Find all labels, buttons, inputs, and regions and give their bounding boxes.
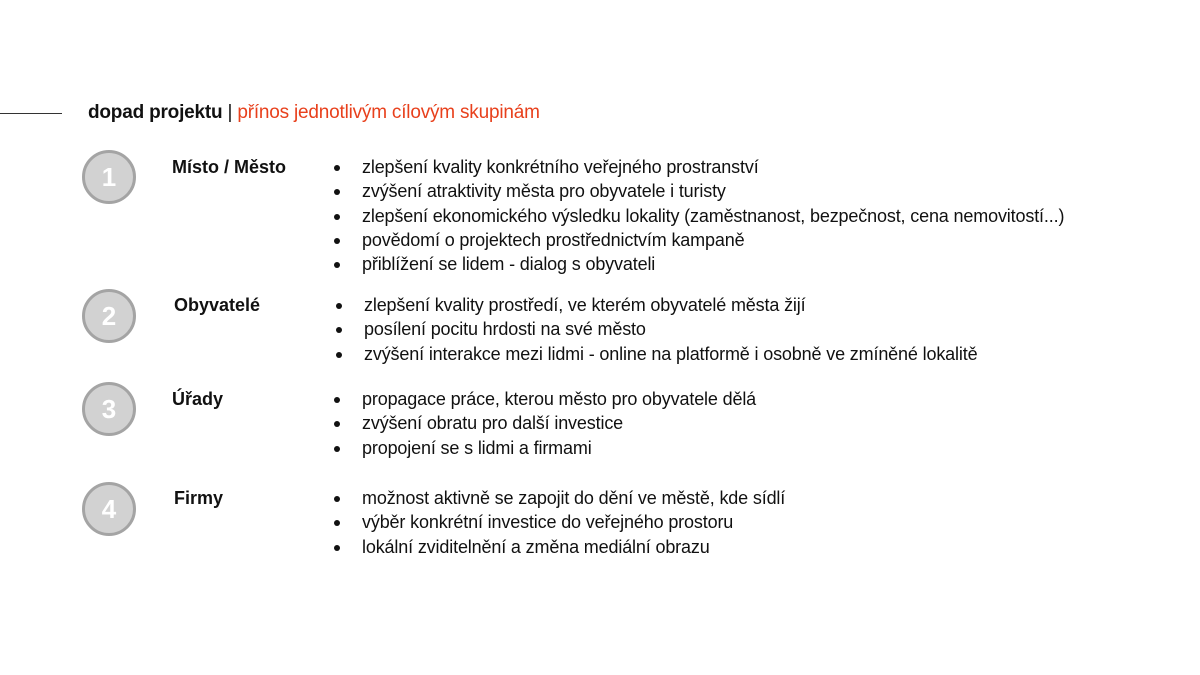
- page-heading: [88, 101, 540, 125]
- list-item: zlepšení kvality konkrétního veřejného prostranství: [333, 155, 1064, 179]
- list-item: zvýšení interakce mezi lidmi - online na platformě i osobně ve zmíněné lokalitě: [335, 342, 977, 366]
- list-item: propagace práce, kterou město pro obyvatele dělá: [333, 387, 756, 411]
- heading-separator: |: [222, 102, 238, 123]
- heading-rule: [0, 113, 62, 114]
- group-list-urady: [333, 387, 756, 460]
- group-list-misto-mesto: [333, 155, 1064, 276]
- group-number-badge: 2: [82, 289, 136, 343]
- list-item: zlepšení kvality prostředí, ve kterém obyvatelé města žijí: [335, 293, 977, 317]
- group-title-urady: Úřady: [172, 389, 224, 409]
- list-item: zlepšení ekonomického výsledku lokality (zaměstnanost, bezpečnost, cena nemovitostí...): [333, 204, 1064, 228]
- list-item: zvýšení obratu pro další investice: [333, 411, 756, 435]
- group-list-obyvatele: [335, 293, 977, 366]
- group-list-firmy: [333, 486, 785, 559]
- list-item: povědomí o projektech prostřednictvím kampaně: [333, 228, 1064, 252]
- list-item: zvýšení atraktivity města pro obyvatele i turisty: [333, 179, 1064, 203]
- list-item: výběr konkrétní investice do veřejného prostoru: [333, 510, 785, 534]
- list-item: posílení pocitu hrdosti na své město: [335, 317, 977, 341]
- list-item: přiblížení se lidem - dialog s obyvateli: [333, 252, 1064, 276]
- group-number-badge: 4: [82, 482, 136, 536]
- heading-subtitle: přínos jednotlivým cílovým skupinám: [237, 102, 540, 123]
- group-title-obyvatele: Obyvatelé: [174, 295, 261, 315]
- group-number-badge: 3: [82, 382, 136, 436]
- group-title-firmy: Firmy: [174, 488, 224, 508]
- group-number-badge: 1: [82, 150, 136, 204]
- list-item: lokální zviditelnění a změna mediální obrazu: [333, 535, 785, 559]
- list-item: propojení se s lidmi a firmami: [333, 436, 756, 460]
- list-item: možnost aktivně se zapojit do dění ve městě, kde sídlí: [333, 486, 785, 510]
- heading-main: dopad projektu: [88, 102, 223, 123]
- group-title-misto-mesto: Místo / Město: [172, 157, 287, 177]
